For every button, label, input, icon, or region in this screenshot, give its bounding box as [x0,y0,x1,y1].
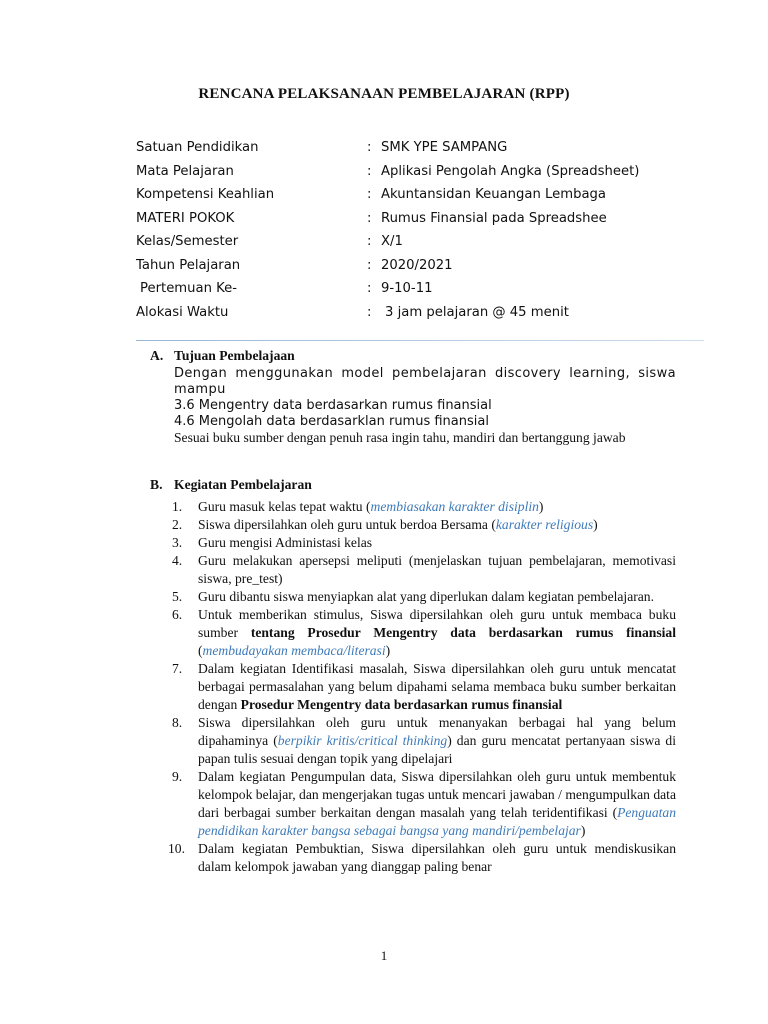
list-number: 7. [172,661,183,676]
list-item [150,516,676,534]
item-text: ) [538,499,544,514]
item-bold-text: Prosedur Mengentry data berdasarkan rumus finansial [240,697,563,712]
list-item [150,552,676,588]
item-bold-text: tentang Prosedur Mengentry data berdasarkan rumus finansial [250,625,676,640]
list-number: 9. [172,769,183,784]
meta-separator: : [367,281,372,296]
meta-separator: : [367,234,372,249]
document-title: RENCANA PELAKSANAAN PEMBELAJARAN (RPP) [198,86,570,102]
meta-separator: : [367,163,372,179]
meta-separator: : [367,210,372,226]
section-letter: A. [150,348,164,363]
list-item [150,534,676,552]
list-item [150,768,676,840]
item-text: Siswa dipersilahkan oleh guru untuk berdoa Bersama ( [198,517,496,532]
character-note: berpikir kritis/critical thinking [277,733,448,748]
section-divider [136,340,704,341]
item-text: ) [593,517,598,532]
meta-row [136,187,696,211]
meta-value: 3 jam pelajaran @ 45 menit [385,304,569,320]
meta-value: X/1 [381,234,403,249]
character-note: Penguatan pendidikan karakter bangsa sebagai bangsa yang mandiri/pembelajar [198,805,676,838]
item-text: Guru dibantu siswa menyiapkan alat yang diperlukan dalam kegiatan pembelajaran. [198,589,654,604]
item-text: Guru mengisi Administasi kelas [198,535,373,550]
meta-label: Pertemuan Ke- [140,281,237,296]
meta-value: 9-10-11 [381,281,433,296]
objective-kd-2: 4.6 Mengolah data berdasarklan rumus finansial [174,414,489,429]
activity-list [150,498,676,876]
item-text: Dalam kegiatan Pengumpulan data, Siswa dipersilahkan oleh guru untuk membentuk kelompok belajar, dan mengerjakan tugas untuk mencari jawaban / mengumpulkan data dari berbagai sumber berkaitan dengan masalah yang telah teridentifikasi ( [198,769,676,820]
meta-label: MATERI POKOK [136,210,235,226]
list-item [150,660,676,714]
character-note: membudayakan membaca/literasi [202,643,386,658]
meta-row [136,140,696,164]
meta-value: SMK YPE SAMPANG [381,140,508,155]
list-number: 3. [172,535,183,550]
list-item [150,714,676,768]
section-kegiatan [150,477,676,876]
objective-kd-1: 3.6 Mengentry data berdasarkan rumus finansial [174,398,492,413]
meta-value: Akuntansidan Keuangan Lembaga [381,187,606,202]
meta-label: Kelas/Semester [136,234,239,249]
meta-row [136,211,696,235]
objective-closing: Sesuai buku sumber dengan penuh rasa ingin tahu, mandiri dan bertanggung jawab [174,430,626,445]
section-body [174,366,676,446]
meta-label: Tahun Pelajaran [136,257,241,273]
list-number: 6. [172,607,183,622]
list-number: 4. [172,553,183,568]
list-item [150,588,676,606]
meta-separator: : [367,140,372,155]
meta-row [136,305,696,329]
meta-row [136,281,696,305]
meta-row [136,164,696,188]
meta-label: Alokasi Waktu [136,304,229,320]
meta-row [136,258,696,282]
section-heading-text: Kegiatan Pembelajaran [174,477,312,492]
item-text: Guru melakukan apersepsi meliputi (menjelaskan tujuan pembelajaran, memotivasi siswa, pre_test) [198,553,676,586]
item-text: Guru masuk kelas tepat waktu ( [198,499,371,514]
character-note: membiasakan karakter disiplin [370,499,539,514]
list-number: 2. [172,517,183,532]
meta-label: Kompetensi Keahlian [136,187,275,202]
section-letter: B. [150,477,163,492]
list-number: 5. [172,589,183,604]
list-item [150,840,676,876]
identity-table [136,140,696,328]
list-number: 1. [172,499,183,514]
section-heading [150,348,676,366]
section-heading-text: Tujuan Pembelajaan [174,348,295,363]
item-text: Dalam kegiatan Pembuktian, Siswa dipersilahkan oleh guru untuk mendiskusikan dalam kelompok jawaban yang dianggap paling benar [198,841,676,874]
list-number: 8. [172,715,183,730]
item-text: Untuk memberikan stimulus, Siswa dipersilahkan oleh guru untuk membaca buku sumber [198,607,676,640]
meta-row [136,234,696,258]
page-number: 1 [380,948,388,963]
meta-label: Satuan Pendidikan [136,140,259,155]
item-text: ) dan guru mencatat pertanyaan siswa di papan tulis sesuai dengan topik yang dipelajari [198,733,676,766]
list-number: 10. [168,841,185,856]
section-heading [150,477,676,495]
item-text: Siswa dipersilahkan oleh guru untuk menanyakan berbagai hal yang belum dipahaminya ( [198,715,676,748]
objective-intro: Dengan menggunakan model pembelajaran discovery learning, siswa mampu [174,366,676,397]
item-text: ) [385,643,391,658]
meta-value: Rumus Finansial pada Spreadshee [381,210,607,226]
list-item [150,606,676,660]
meta-separator: : [367,187,372,202]
list-item [150,498,676,516]
item-text: ( [198,643,203,658]
meta-separator: : [367,304,372,320]
item-text: Dalam kegiatan Identifikasi masalah, Siswa dipersilahkan oleh guru untuk mencatat berbagai permasalahan yang belum dipahami selama membaca buku sumber berkaitan dengan [198,661,676,712]
meta-separator: : [367,257,372,273]
meta-value: 2020/2021 [381,257,453,273]
section-tujuan [150,348,676,446]
item-text: ) [580,823,586,838]
meta-label: Mata Pelajaran [136,163,234,179]
character-note: karakter religious [495,517,594,532]
meta-value: Aplikasi Pengolah Angka (Spreadsheet) [381,163,640,179]
